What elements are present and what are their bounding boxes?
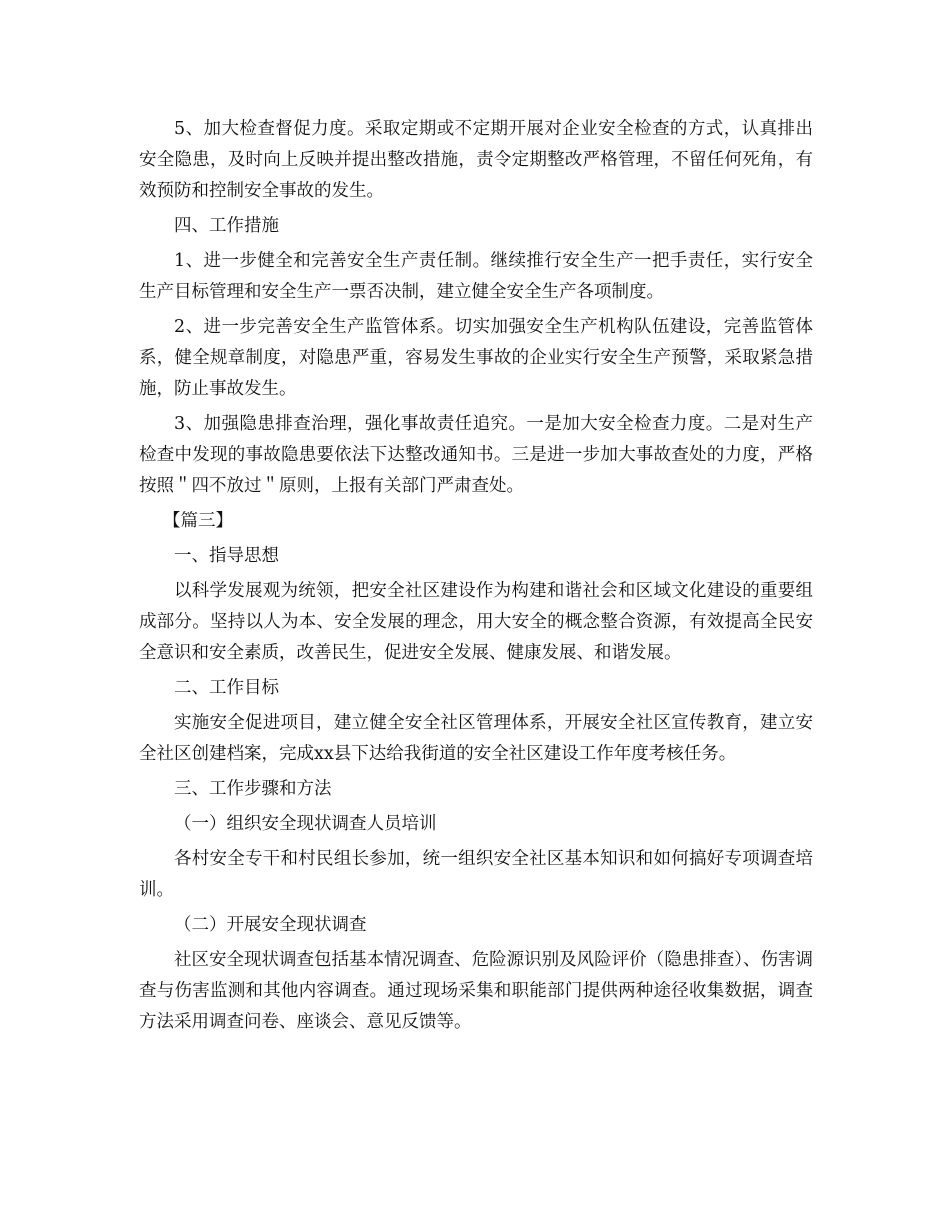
- paragraph-measure-3: 3、加强隐患排查治理，强化事故责任追究。一是加大安全检查力度。二是对生产检查中发现的事故隐患要依法下达整改通知书。三是进一步加大事故查处的力度，严格按照＂四不放过＂原则，上报有关部门严肃查处。: [139, 414, 813, 496]
- document-page: [139, 114, 813, 1042]
- paragraph-step-survey: 社区安全现状调查包括基本情况调查、危险源识别及风险评价（隐患排查）、伤害调查与伤害监测和其他内容调查。通过现场采集和职能部门提供两种途径收集数据，调查方法采用调查问卷、座谈会、意见反馈等。: [139, 950, 813, 1032]
- paragraph-measure-1: 1、进一步健全和完善安全生产责任制。继续推行安全生产一把手责任，实行安全生产目标管理和安全生产一票否决制，建立健全安全生产各项制度。: [139, 251, 813, 302]
- paragraph-step-training: 各村安全专干和村民组长参加，统一组织安全社区基本知识和如何搞好专项调查培训。: [139, 849, 813, 900]
- paragraph-measure-2: 2、进一步完善安全生产监管体系。切实加强安全生产机构队伍建设，完善监管体系，健全规章制度，对隐患严重，容易发生事故的企业实行安全生产预警，采取紧急措施，防止事故发生。: [139, 317, 813, 399]
- paragraph-guiding-ideology: 以科学发展观为统领，把安全社区建设作为构建和谐社会和区域文化建设的重要组成部分。坚持以人为本、安全发展的理念，用大安全的概念整合资源，有效提高全民安全意识和安全素质，改善民生，促进安全发展、健康发展、和谐发展。: [139, 581, 813, 663]
- heading-work-goals: 二、工作目标: [174, 678, 279, 698]
- paragraph-work-goals: 实施安全促进项目，建立健全安全社区管理体系，开展安全社区宣传教育，建立安全社区创建档案，完成xx县下达给我街道的安全社区建设工作年度考核任务。: [139, 713, 813, 764]
- heading-guiding-ideology: 一、指导思想: [174, 546, 279, 566]
- heading-work-steps: 三、工作步骤和方法: [174, 779, 332, 799]
- section-mark-part-three: 【篇三】: [163, 511, 233, 531]
- heading-work-measures: 四、工作措施: [174, 216, 279, 236]
- heading-step-survey: （二）开展安全现状调查: [174, 915, 367, 935]
- heading-step-training: （一）组织安全现状调查人员培训: [174, 814, 437, 834]
- paragraph-check-supervision: 5、加大检查督促力度。采取定期或不定期开展对企业安全检查的方式，认真排出安全隐患，及时向上反映并提出整改措施，责令定期整改严格管理，不留任何死角，有效预防和控制安全事故的发生。: [139, 119, 813, 201]
